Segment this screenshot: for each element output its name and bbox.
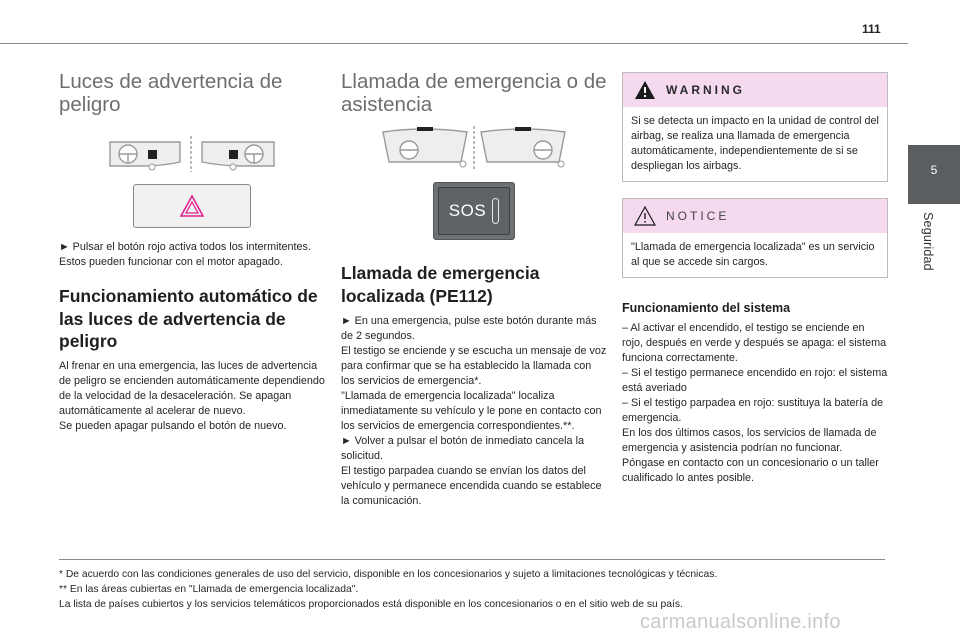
notice-header xyxy=(623,199,887,233)
footnote: ** En las áreas cubiertas en "Llamada de emergencia localizada". xyxy=(59,584,359,595)
paragraph: – Si el testigo parpadea en rojo: sustituya la batería de emergencia. xyxy=(622,397,884,424)
roof-console-illustration xyxy=(341,128,607,168)
chapter-label: Seguridad xyxy=(921,212,935,271)
column-hazard-lights xyxy=(59,70,325,434)
sos-button-wrap xyxy=(341,182,607,240)
footnote-rule xyxy=(59,559,885,560)
paragraph: El testigo parpadea cuando se envían los datos del vehículo y permanece encendida cuando se establece la comunicación. xyxy=(341,465,602,507)
chapter-number: 5 xyxy=(930,163,938,177)
hazard-triangle-icon xyxy=(179,194,205,218)
sos-label: SOS xyxy=(448,201,487,220)
warning-header xyxy=(623,73,887,107)
heading-localized-call: Llamada de emergencia localizada (PE112) xyxy=(341,263,540,306)
system-operation-body xyxy=(622,321,888,486)
warning-text: Si se detecta un impacto en la unidad de control del airbag, se realiza una llamada de emergencia automáticamente, independientemente de si se despliegan los airbags. xyxy=(631,115,879,172)
header-rule xyxy=(0,43,908,44)
section-title-emergency: Llamada de emergencia o de asistencia xyxy=(341,70,607,116)
sos-button-face xyxy=(438,187,510,235)
section-title-hazard: Luces de advertencia de peligro xyxy=(59,70,283,116)
heading-auto-hazard: Funcionamiento automático de las luces de advertencia de peligro xyxy=(59,286,318,351)
notice-title: NOTICE xyxy=(666,209,730,223)
footnote: La lista de países cubiertos y los servicios telemáticos proporcionados está disponible en los concesionarios o en el sitio web de su país. xyxy=(59,599,683,610)
dashboard-lhd-rhd-icon xyxy=(102,136,282,172)
paragraph: En los dos últimos casos, los servicios de llamada de emergencia y asistencia podrían no funcionar. xyxy=(622,427,877,454)
paragraph: Al frenar en una emergencia, las luces de advertencia de peligro se encienden automáticamente dependiendo de la velocidad de la desaceleración. Se apagan automáticamente al acelerar de nuevo. xyxy=(59,359,325,417)
paragraph: – Al activar el encendido, el testigo se enciende en rojo, después en verde y después se apaga: el sistema funciona correctamente. xyxy=(622,322,887,364)
paragraph: Se pueden apagar pulsando el botón de nuevo. xyxy=(59,419,287,432)
page-number: 111 xyxy=(862,22,881,36)
footnotes xyxy=(59,567,899,612)
paragraph: El testigo se enciende y se escucha un mensaje de voz para confirmar que se ha establecido la llamada con los servicios de emergencia*. xyxy=(341,345,607,387)
warning-title: WARNING xyxy=(666,83,745,97)
hazard-instruction: ► Pulsar el botón rojo activa todos los intermitentes. Estos pueden funcionar con el motor apagado. xyxy=(59,241,311,268)
dashboard-illustration xyxy=(59,136,325,172)
watermark: carmanualsonline.info xyxy=(640,611,841,633)
localized-call-body xyxy=(341,314,607,509)
paragraph: ► Volver a pulsar el botón de inmediato cancela la solicitud. xyxy=(341,435,584,462)
roof-console-icon xyxy=(379,126,569,170)
warning-triangle-icon xyxy=(634,80,656,100)
notice-triangle-icon xyxy=(634,206,656,226)
sos-button[interactable] xyxy=(433,182,515,240)
notice-text: "Llamada de emergencia localizada" es un servicio al que se accede sin cargos. xyxy=(631,241,875,268)
paragraph: ► En una emergencia, pulse este botón durante más de 2 segundos. xyxy=(341,315,597,342)
heading-system-operation: Funcionamiento del sistema xyxy=(622,301,791,315)
paragraph: "Llamada de emergencia localizada" localiza inmediatamente su vehículo y le pone en contacto con los servicios de emergencia correspondientes.**. xyxy=(341,390,602,432)
column-emergency-call xyxy=(341,70,607,509)
hazard-button[interactable] xyxy=(133,184,251,228)
paragraph: Póngase en contacto con un concesionario o un taller cualificado lo antes posible. xyxy=(622,457,879,484)
notice-box xyxy=(622,198,888,278)
warning-box xyxy=(622,72,888,182)
footnote: * De acuerdo con las condiciones generales de uso del servicio, disponible en los concesionarios y sujeto a limitaciones tecnológicas y técnicas. xyxy=(59,569,718,580)
sos-indicator-icon xyxy=(492,198,499,224)
paragraph: – Si el testigo permanece encendido en rojo: el sistema está averiado xyxy=(622,367,888,394)
column-system-operation xyxy=(622,72,888,486)
auto-hazard-body xyxy=(59,359,325,434)
